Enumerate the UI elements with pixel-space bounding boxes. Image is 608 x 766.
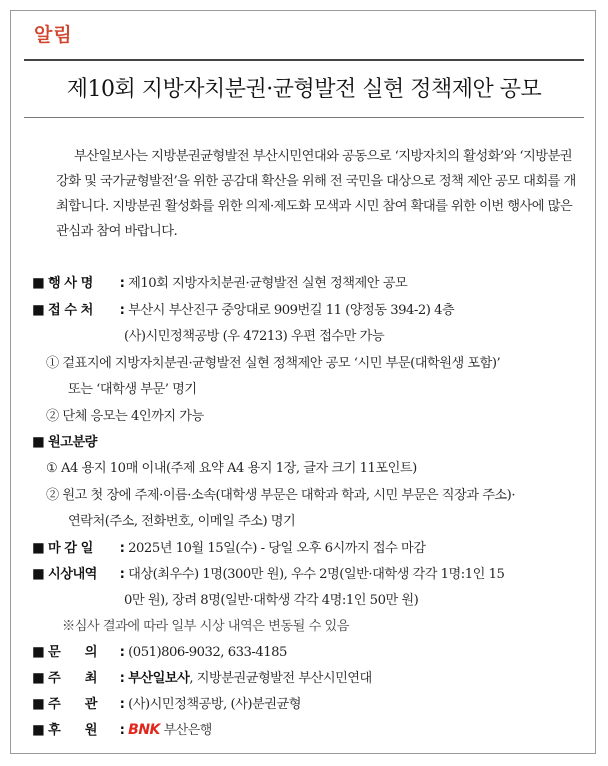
label-host: 주 최	[47, 671, 97, 686]
item-organizer: ■ 주 관 : (사)시민정책공방, (사)분권균형	[32, 693, 301, 712]
value-host-bold: 부산일보사	[128, 671, 190, 686]
value-host-rest: , 지방분권균형발전 부산시민연대	[189, 671, 372, 686]
title-top-rule	[24, 59, 584, 61]
reception-note-2: ② 단체 응모는 4인까지 가능	[46, 409, 204, 424]
item-manuscript	[32, 431, 97, 450]
value-sponsor-bank: 부산은행	[163, 723, 212, 738]
value-organizer: (사)시민정책공방, (사)분권균형	[128, 697, 301, 712]
item-event: ■ 행 사 명 : 제10회 지방자치분권·균형발전 실현 정책제안 공모	[32, 272, 407, 291]
label-manuscript: 원고분량	[47, 435, 97, 450]
page-title: 제10회 지방자치분권·균형발전 실현 정책제안 공모	[66, 77, 542, 102]
bullet-icon: ■	[32, 275, 45, 291]
reception-note-1a: ① 겉표지에 지방자치분권·균형발전 실현 정책제안 공모 ‘시민 부문(대학원생 포함)’	[46, 356, 501, 371]
label-organizer: 주 관	[47, 697, 97, 712]
manuscript-note-1: ① A4 용지 10매 이내(주제 요약 A4 용지 1장, 글자 크기 11포인트)	[46, 461, 417, 476]
label-sponsor: 후 원	[47, 723, 97, 738]
bnk-logo-icon: BNK	[128, 722, 160, 738]
bullet-icon: ■	[32, 566, 45, 582]
value-prizes-line1: 대상(최우수) 1명(300만 원), 우수 2명(일반·대학생 각각 1명:1인 15	[128, 567, 505, 582]
item-host: ■ 주 최 : 부산일보사, 지방분권균형발전 부산시민연대	[32, 667, 372, 686]
value-prizes-line2: 0만 원), 장려 8명(일반·대학생 각각 4명:1인 50만 원)	[124, 593, 419, 608]
manuscript-note-2b: 연락처(주소, 전화번호, 이메일 주소) 명기	[68, 514, 296, 529]
bullet-icon: ■	[32, 644, 45, 660]
value-inquiry: (051)806-9032, 633-4185	[128, 645, 287, 660]
bullet-icon: ■	[32, 670, 45, 686]
bullet-icon: ■	[32, 302, 45, 318]
item-sponsor: ■ 후 원 : BNK 부산은행	[32, 719, 212, 738]
manuscript-note-2a: ② 원고 첫 장에 주제·이름·소속(대학생 부문은 대학과 학과, 시민 부문은 직장과 주소)·	[46, 488, 516, 503]
label-reception: 접 수 처	[47, 303, 93, 318]
label-prizes: 시상내역	[47, 567, 97, 582]
label-inquiry: 문 의	[47, 645, 97, 660]
item-deadline: ■ 마 감 일 : 2025년 10월 15일(수) - 당일 오후 6시까지 접수 마감	[32, 537, 426, 556]
title-bottom-rule	[24, 117, 584, 118]
item-inquiry: ■ 문 의 : (051)806-9032, 633-4185	[32, 641, 287, 660]
value-reception-line2: (사)시민정책공방 (우 47213) 우편 접수만 가능	[124, 329, 385, 344]
bullet-icon: ■	[32, 722, 45, 738]
value-deadline: 2025년 10월 15일(수) - 당일 오후 6시까지 접수 마감	[128, 541, 426, 556]
prizes-note: ※심사 결과에 따라 일부 시상 내역은 변동될 수 있음	[62, 619, 350, 634]
label-event: 행 사 명	[47, 276, 93, 291]
value-reception-line1: 부산시 부산진구 중앙대로 909번길 11 (양정동 394-2) 4층	[128, 303, 455, 318]
bullet-icon: ■	[32, 540, 45, 556]
reception-note-1b: 또는 ‘대학생 부문’ 명기	[68, 382, 197, 397]
notice-tag: 알림	[34, 24, 73, 46]
value-event: 제10회 지방자치분권·균형발전 실현 정책제안 공모	[128, 276, 408, 291]
item-reception: ■ 접 수 처 : 부산시 부산진구 중앙대로 909번길 11 (양정동 394-2) 4층	[32, 299, 454, 318]
intro-paragraph: 부산일보사는 지방분권균형발전 부산시민연대와 공동으로 ‘지방자치의 활성화’와 ‘지방분권 강화 및 국가균형발전’을 위한 공감대 확산을 위해 전 국민을 대상으로 정책 제안 공모 대회를 개최합니다. 지방분권 활성화를 위한 의제·제도화 모색과 시민 참여 확대를 위한 이번 행사에 많은 관심과 참여 바랍니다.	[56, 149, 576, 239]
bullet-icon: ■	[32, 434, 45, 450]
label-deadline: 마 감 일	[47, 541, 93, 556]
item-prizes: ■ 시상내역 : 대상(최우수) 1명(300만 원), 우수 2명(일반·대학생 각각 1명:1인 15	[32, 563, 504, 582]
bullet-icon: ■	[32, 696, 45, 712]
